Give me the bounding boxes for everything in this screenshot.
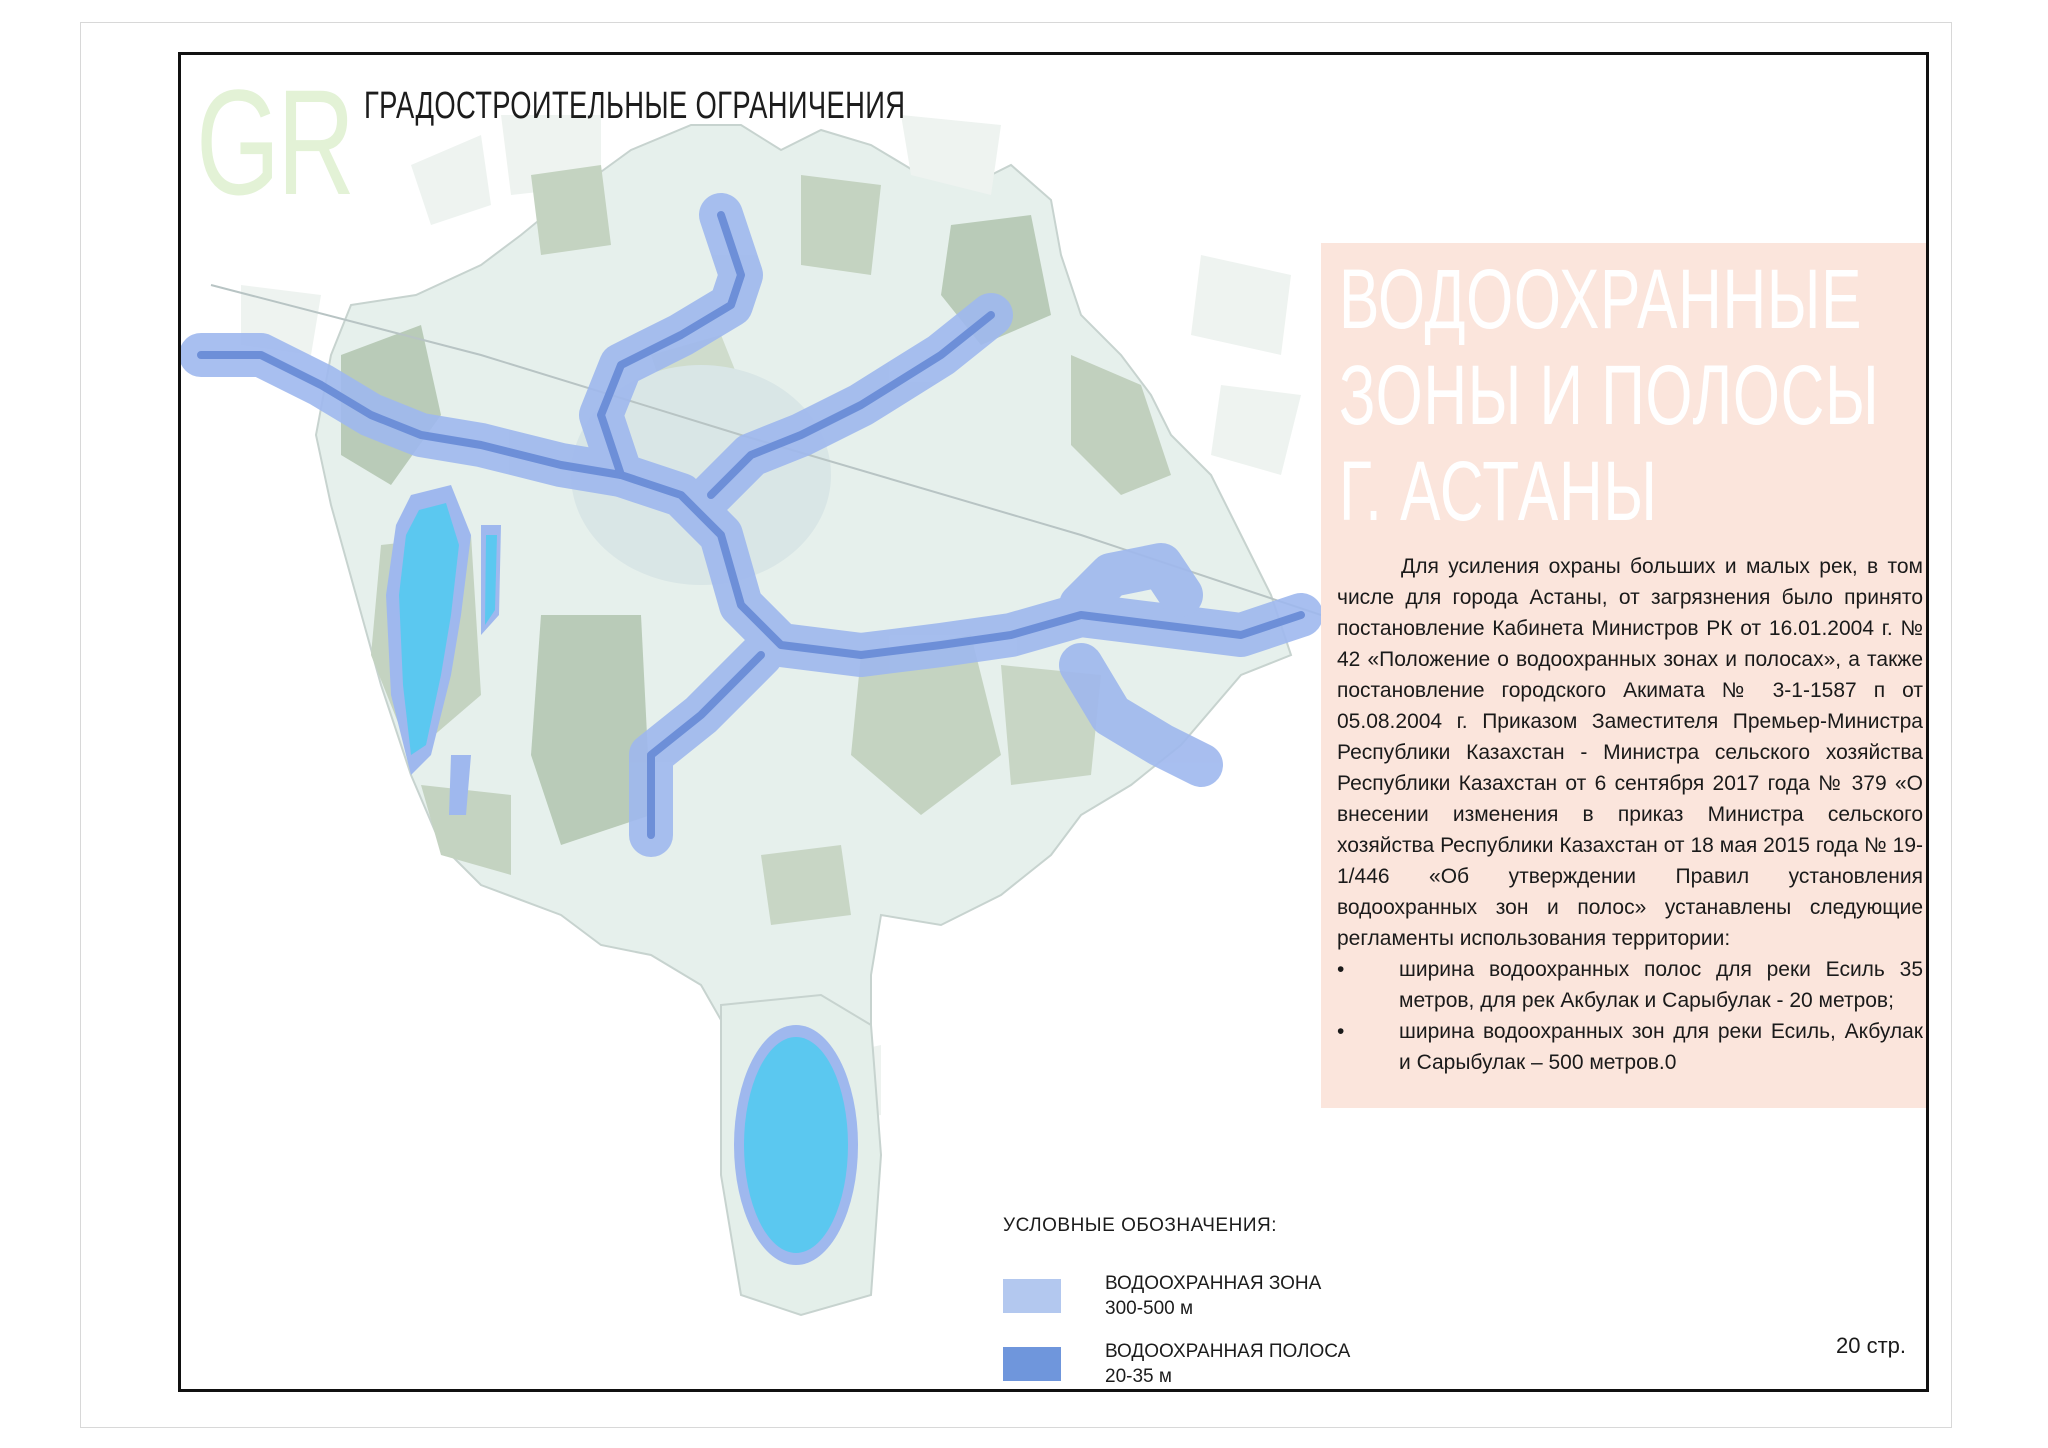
- green-area: [531, 165, 611, 255]
- green-area: [761, 845, 851, 925]
- bullet-text: ширина водоохранных зон для реки Есиль, Акбулак и Сарыбулак – 500 метров.0: [1399, 1020, 1923, 1074]
- south-lake: [744, 1037, 848, 1253]
- legend-label: [1105, 1271, 1321, 1321]
- bullet-item: [1337, 954, 1923, 1016]
- outer-plot: [411, 135, 491, 225]
- panel-heading: [1339, 251, 1880, 539]
- legend-label-line: 300-500 м: [1105, 1298, 1194, 1319]
- panel-body: [1337, 551, 1923, 1078]
- legend-label-line: ВОДООХРАННАЯ ПОЛОСА: [1105, 1341, 1351, 1362]
- panel-heading-line: ЗОНЫ И ПОЛОСЫ: [1339, 348, 1880, 442]
- legend-item-strip: [1003, 1339, 1363, 1392]
- page-frame: [178, 52, 1929, 1392]
- gr-logo: GR: [196, 58, 353, 226]
- bullet-marker: •: [1337, 958, 1345, 981]
- outer-plot: [1211, 385, 1301, 475]
- legend-label: [1105, 1339, 1350, 1389]
- outer-plot: [1191, 255, 1291, 355]
- bullet-item: [1337, 1016, 1923, 1078]
- legend-item-zone: [1003, 1271, 1363, 1331]
- page-number: 20 стр.: [1835, 1333, 1906, 1358]
- bullet-text: ширина водоохранных полос для реки Есиль 35 метров, для рек Акбулак и Сарыбулак - 20 метров;: [1399, 958, 1923, 1012]
- green-area: [801, 175, 881, 275]
- legend-swatch-strip: [1003, 1347, 1061, 1381]
- legend-label-line: 20-35 м: [1105, 1366, 1172, 1387]
- page-title: ГРАДОСТРОИТЕЛЬНЫЕ ОГРАНИЧЕНИЯ: [364, 85, 906, 127]
- legend-swatch-zone: [1003, 1279, 1061, 1313]
- bullet-marker: •: [1337, 1020, 1345, 1043]
- panel-heading-line: ВОДООХРАННЫЕ: [1339, 252, 1863, 346]
- legend-label-line: ВОДООХРАННАЯ ЗОНА: [1105, 1273, 1322, 1294]
- legend-title: УСЛОВНЫЕ ОБОЗНАЧЕНИЯ:: [1003, 1215, 1277, 1236]
- panel-heading-line: Г. АСТАНЫ: [1339, 444, 1658, 538]
- panel-paragraph: Для усиления охраны больших и малых рек, в том числе для города Астаны, от загрязнения было принято постановление Кабинета Министров РК от 16.01.2004 г. № 42 «Положение о водоохранных зонах и полосах», а также постановление городского Акимата № 3-1-1587 п от 05.08.2004 г. Приказом Заместителя Премьер-Министра Республики Казахстан - Министра сельского хозяйства Республики Казахстан от 6 сентября 2017 года № 379 «О внесении изменения в приказ Министра сельского хозяйства Республики Казахстан от 18 мая 2015 года № 19-1/446 «Об утверждении Правил установления водоохранных зон и полос» устанавлены следующие регламенты использования территории:: [1337, 555, 1923, 950]
- info-panel: [1321, 243, 1929, 1108]
